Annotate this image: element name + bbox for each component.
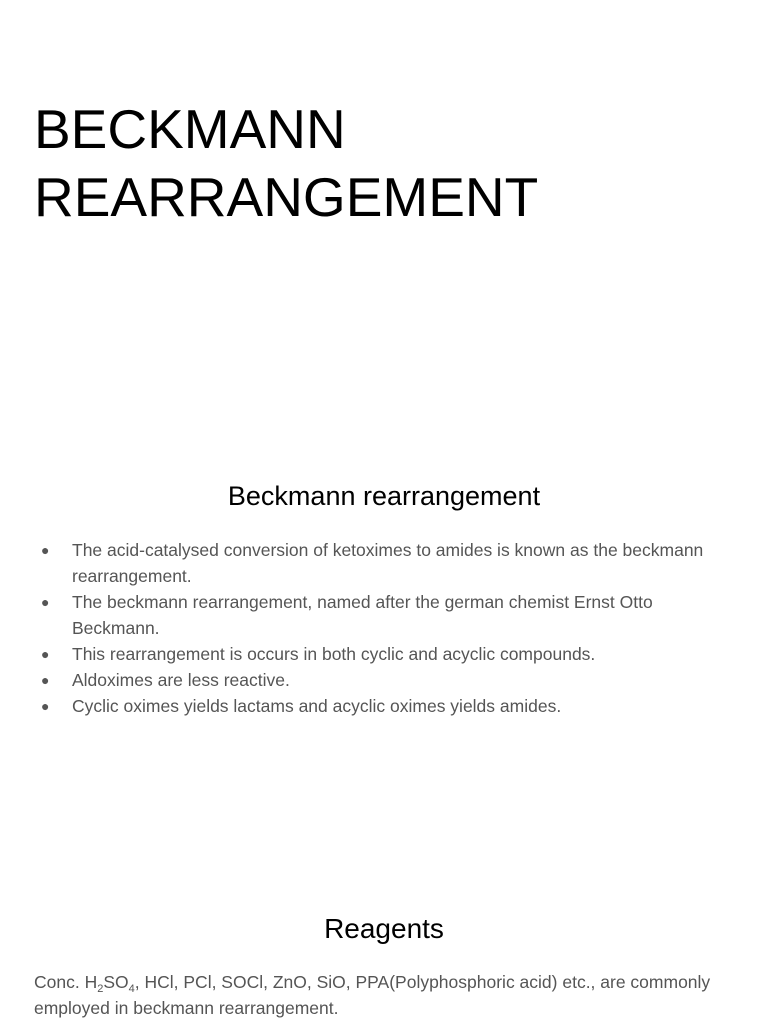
list-item-text: The acid-catalysed conversion of ketoximes to amides is known as the beckmann rearrangement. — [72, 540, 704, 586]
list-item-text: This rearrangement is occurs in both cyclic and acyclic compounds. — [72, 644, 596, 664]
page-title — [34, 95, 734, 231]
subscript-4: 4 — [128, 983, 135, 995]
bullet-list — [34, 537, 734, 719]
bullet-icon: ● — [41, 672, 50, 688]
bullet-icon: ● — [41, 646, 50, 662]
reagents-text-mid: SO — [103, 972, 129, 992]
list-item — [34, 693, 734, 719]
list-item-text: The beckmann rearrangement, named after the german chemist Ernst Otto Beckmann. — [72, 592, 653, 638]
title-line-1: BECKMANN — [34, 98, 346, 160]
reagents-text-prefix: Conc. H — [34, 972, 98, 992]
section-heading-reagents: Reagents — [324, 913, 444, 944]
list-item — [34, 667, 734, 693]
reagents-paragraph — [34, 969, 734, 1021]
list-item — [34, 641, 734, 667]
list-item — [34, 589, 734, 641]
bullet-icon: ● — [41, 594, 50, 610]
list-item — [34, 537, 734, 589]
bullet-icon: ● — [41, 542, 50, 558]
title-line-2: REARRANGEMENT — [34, 166, 539, 228]
list-item-text: Aldoximes are less reactive. — [72, 670, 290, 690]
list-item-text: Cyclic oximes yields lactams and acyclic oximes yields amides. — [72, 696, 562, 716]
bullet-icon: ● — [41, 698, 50, 714]
subscript-2: 2 — [97, 983, 104, 995]
section-heading-beckmann: Beckmann rearrangement — [227, 481, 541, 511]
reagents-text-suffix: , HCl, PCl, SOCl, ZnO, SiO, PPA(Polyphosphoric acid) etc., are commonly employed in beckmann rearrangement. — [34, 972, 711, 1018]
